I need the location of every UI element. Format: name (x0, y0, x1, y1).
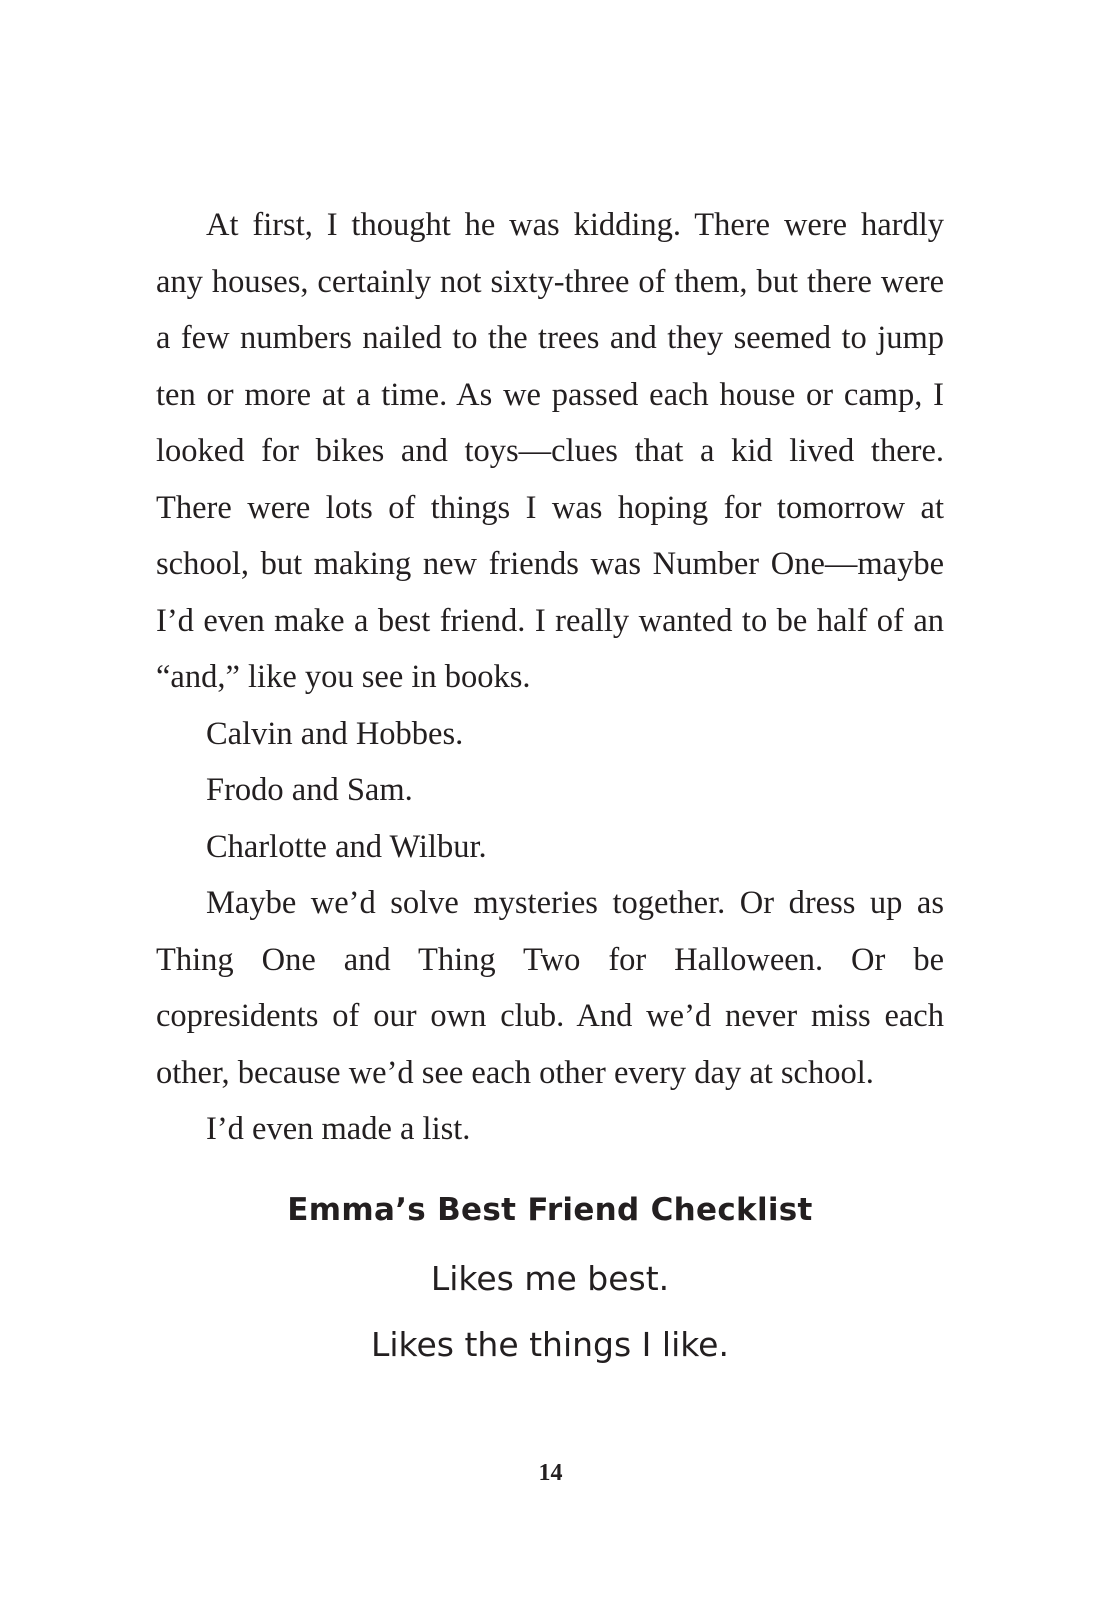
paragraph-charlotte-wilbur: Charlotte and Wilbur. (206, 828, 487, 865)
paragraph-made-a-list: I’d even made a list. (206, 1111, 471, 1147)
page-number: 14 (538, 1460, 563, 1486)
checklist-item: Likes the things I like. (371, 1325, 729, 1364)
checklist-title: Emma’s Best Friend Checklist (287, 1192, 813, 1228)
paragraph-first-thought: At first, I thought he was kidding. There were hardly any houses, certainly not sixty-three of them, but there were a few numbers nailed to the trees and they seemed to jump ten or more at a time. As we passed each house or camp, I looked for bikes and toys—clues that a kid lived there. There were lots of things I was hoping for tomorrow at school, but making new friends was Number One—maybe I’d even make a best friend. I really wanted to be half of an “and,” like you see in books. (156, 207, 944, 695)
body-text (156, 197, 944, 1158)
checklist-item: Likes me best. (430, 1259, 670, 1298)
paragraph-frodo-sam: Frodo and Sam. (206, 772, 413, 808)
best-friend-checklist (156, 1180, 944, 1378)
paragraph-maybe: Maybe we’d solve mysteries together. Or dress up as Thing One and Thing Two for Halloween. Or be copresidents of our own club. And we’d never miss each other, because we’d see each other every day at school. (156, 885, 944, 1091)
checklist-items (156, 1246, 944, 1378)
paragraph-calvin-hobbes: Calvin and Hobbes. (206, 715, 464, 752)
